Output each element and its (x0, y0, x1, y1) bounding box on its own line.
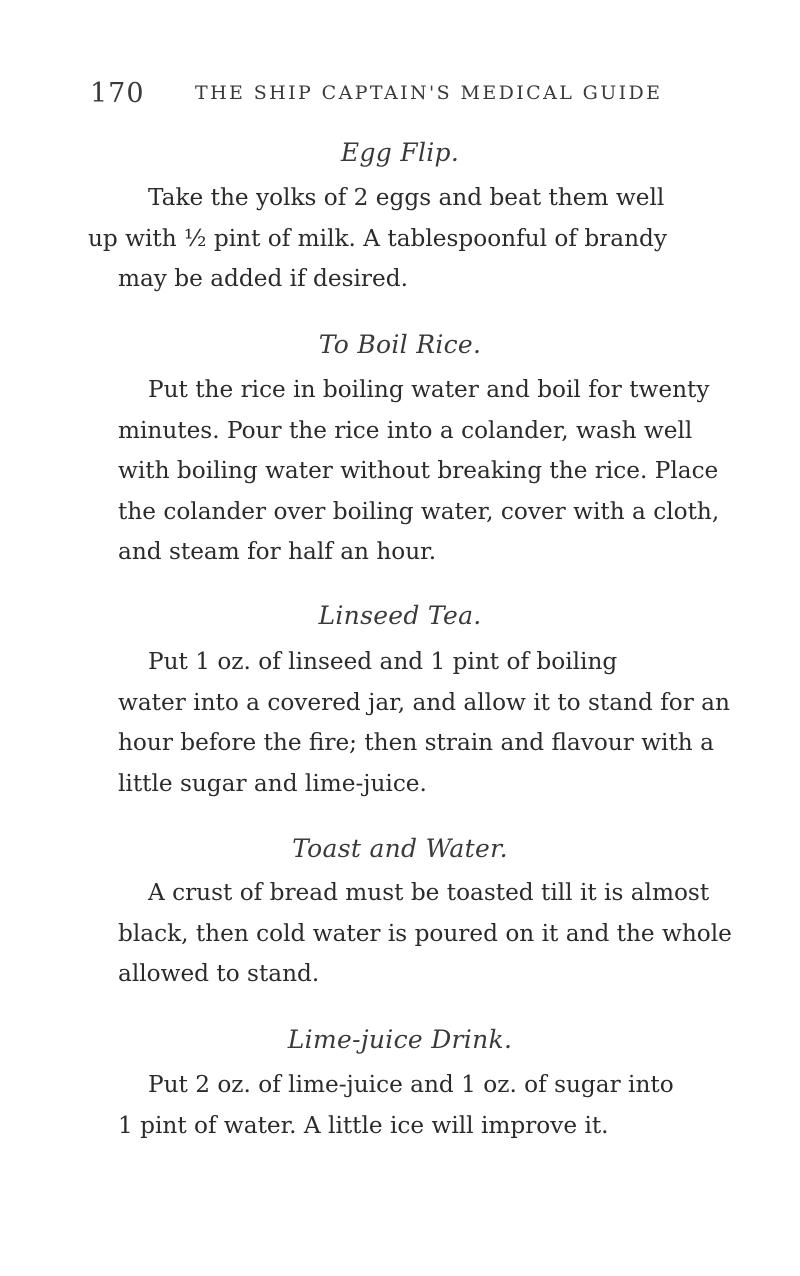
text-line: may be added if desired. (118, 265, 408, 292)
running-title: THE SHIP CAPTAIN'S MEDICAL GUIDE (195, 82, 663, 104)
recipe-heading-egg-flip: Egg Flip. (340, 138, 460, 167)
text-line: the colander over boiling water, cover with a cloth, (118, 497, 720, 525)
text-line: 1 pint of water. A little ice will improve it. (118, 1111, 609, 1139)
text-line: black, then cold water is poured on it and the whole (118, 919, 732, 947)
text-line: A crust of bread must be toasted till it is almost (148, 879, 710, 906)
text-line: and steam for half an hour. (118, 538, 437, 565)
recipe-heading-linseed-tea: Linseed Tea. (318, 601, 482, 630)
recipe-heading-boil-rice: To Boil Rice. (318, 330, 482, 359)
page-number: 170 (90, 78, 145, 109)
recipe-text-linseed-tea (118, 642, 730, 804)
text-line: with boiling water without breaking the rice. Place (118, 457, 719, 484)
text-line: hour before the fire; then strain and flavour with a (118, 729, 714, 756)
text-line: Put the rice in boiling water and boil for twenty (148, 376, 710, 403)
recipe-text-toast-water (118, 873, 732, 995)
text-line: minutes. Pour the rice into a colander, wash well (118, 416, 693, 444)
recipe-text-boil-rice (118, 370, 720, 573)
recipe-heading-lime-juice-drink: Lime-juice Drink. (287, 1025, 513, 1054)
text-line: little sugar and lime-juice. (118, 769, 427, 797)
text-line: allowed to stand. (118, 960, 320, 987)
recipe-text-egg-flip (88, 178, 688, 300)
text-line: Take the yolks of 2 eggs and beat them well (148, 184, 665, 211)
text-line: up with ½ pint of milk. A tablespoonful of brandy (88, 224, 667, 252)
text-line: water into a covered jar, and allow it to stand for an (118, 688, 730, 716)
recipe-heading-toast-water: Toast and Water. (292, 834, 508, 863)
text-line: Put 2 oz. of lime-juice and 1 oz. of sugar into (148, 1071, 674, 1098)
recipe-text-lime-juice-drink (118, 1065, 688, 1146)
text-line: Put 1 oz. of linseed and 1 pint of boiling (148, 648, 618, 675)
running-head (90, 78, 730, 112)
